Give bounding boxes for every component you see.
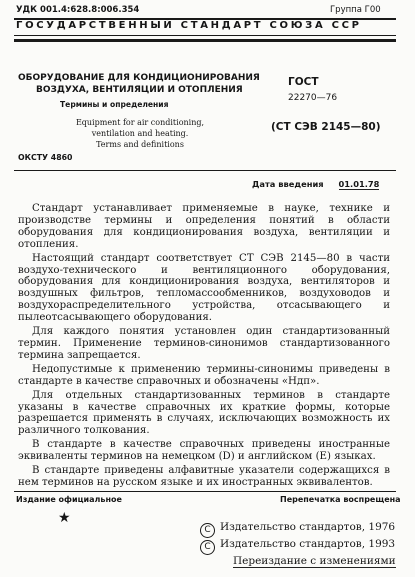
intro-date xyxy=(252,179,379,189)
title-en-line2: ventilation and heating. xyxy=(91,129,189,138)
st-sev-code: (СТ СЭВ 2145—80) xyxy=(271,121,381,133)
copyright-line-1993: С Издательство стандартов, 1993 xyxy=(200,538,396,555)
body-paragraph: В стандарте приведены алфавитные указатели содержащихся в нем терминов на русском языке и их иностранных эквивалентов. xyxy=(18,465,390,488)
title-ru-line2: ВОЗДУХА, ВЕНТИЛЯЦИИ И ОТОПЛЕНИЯ xyxy=(36,85,243,95)
document-subtitle: Термины и определения xyxy=(60,100,169,109)
group-code: Группа Г00 xyxy=(330,5,381,15)
udk-code: УДК 001.4:628.8:006.354 xyxy=(16,5,140,15)
intro-date-value: 01.01.78 xyxy=(338,179,380,189)
document-body xyxy=(18,203,390,491)
body-paragraph: Стандарт устанавливает применяемые в науке, технике и производстве термины и определения понятий в области оборудования для кондиционирования воздуха, вентиляции и отопления. xyxy=(18,203,390,250)
state-standard-banner: ГОСУДАРСТВЕННЫЙ СТАНДАРТ СОЮЗА ССР xyxy=(16,20,362,31)
copyright-icon: С xyxy=(200,540,215,555)
banner-rule-thick xyxy=(14,39,396,42)
document-title-ru xyxy=(18,72,263,96)
copyright-icon: С xyxy=(200,523,215,538)
header-separator xyxy=(14,170,396,171)
title-en-line1: Equipment for air conditioning, xyxy=(75,118,205,127)
document-title-en xyxy=(40,117,240,150)
footer-separator xyxy=(14,491,396,492)
star-icon: ★ xyxy=(58,510,71,526)
copyright-line-1976: С Издательство стандартов, 1976 xyxy=(200,521,396,538)
banner-rule-thin xyxy=(14,35,396,36)
body-paragraph: Настоящий стандарт соответствует СТ СЭВ 2145—80 в части воздухо-технического и вентиляционного оборудования, оборудования для кондиционирования воздуха, вентиляторов и воздушных фильтров, тепломассообменников, воздуховодов и воздухораспределительного устройства, отсасывающего и пылеотсасывающего оборудования. xyxy=(18,252,390,324)
gost-number: 22270—76 xyxy=(288,93,338,103)
body-paragraph: Для каждого понятия установлен один стандартизованный термин. Применение терминов-синонимов стандартизованного термина запрещается. xyxy=(18,326,390,361)
title-en-line3: Terms and definitions xyxy=(96,140,184,149)
body-paragraph: Недопустимые к применению термины-синонимы приведены в стандарте в качестве справочных и обозначены «Ндп». xyxy=(18,363,390,387)
intro-date-label: Дата введения xyxy=(252,179,324,189)
copyright-block xyxy=(200,521,396,568)
body-paragraph: В стандарте в качестве справочных приведены иностранные эквиваленты терминов на немецком (D) и английском (E) языках. xyxy=(18,439,390,463)
official-edition-label: Издание официальное xyxy=(16,495,122,504)
body-paragraph: Для отдельных стандартизованных терминов в стандарте указаны в качестве справочных их краткие формы, которые разрешается применять в случаях, исключающих возможность их различного толкования. xyxy=(18,389,390,437)
gost-label: ГОСТ xyxy=(288,76,319,88)
reprint-prohibited-label: Перепечатка воспрещена xyxy=(280,495,401,504)
okstu-code: ОКСТУ 4860 xyxy=(18,153,73,162)
title-ru-line1: ОБОРУДОВАНИЕ ДЛЯ КОНДИЦИОНИРОВАНИЯ xyxy=(18,73,260,83)
reissue-note: Переиздание с изменениями xyxy=(233,555,396,567)
